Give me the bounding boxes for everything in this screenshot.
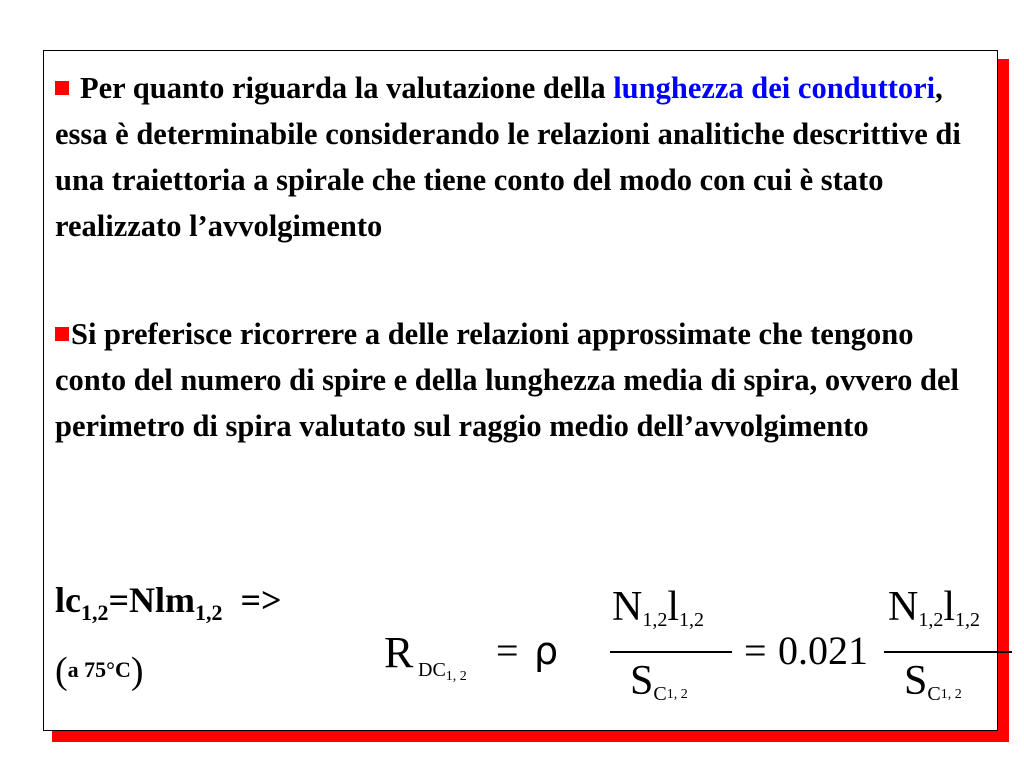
condition-open-paren: ( (55, 650, 68, 692)
eq-frac2-l: l (943, 584, 956, 630)
paragraph-1-text-after: , essa è determinabile considerando le relazioni analitiche descrittive di una traiettoria a spirale che tiene conto del modo con cui è stato realizzato l’avvolgimento (55, 71, 961, 243)
length-formula (55, 579, 282, 626)
bullet-square-icon (55, 327, 69, 341)
paragraph-2-text: Si preferisce ricorrere a delle relazioni approssimate che tengono conto del numero di spire e della lunghezza media di spira, ovvero del perimetro di spira valutato sul raggio medio dell’avvolgimento (55, 317, 959, 443)
eq-frac2-l-sub: 1,2 (955, 609, 981, 631)
eq-equals-2-text: = (744, 628, 767, 673)
eq-R-sub-sub-text: 1, 2 (445, 669, 467, 684)
eq-frac1-l: l (667, 584, 680, 630)
content-box (43, 50, 998, 731)
eq-frac2-line (884, 651, 1012, 653)
eq-frac1-S: S (630, 658, 654, 704)
paragraph-1-text-before: Per quanto riguarda la valutazione della (80, 71, 614, 105)
eq-frac2-numerator (888, 583, 980, 632)
eq-frac1-numerator (612, 583, 704, 632)
eq-R (384, 627, 413, 678)
eq-R-subscript (418, 659, 467, 685)
eq-rho (534, 629, 558, 673)
length-formula-rhs-sub: 1,2 (195, 600, 223, 625)
eq-equals-1-text: = (496, 628, 519, 673)
paragraph-1 (55, 65, 975, 249)
eq-R-symbol: R (384, 628, 414, 677)
condition-text: a 75°C (67, 657, 131, 682)
resistance-equation (374, 531, 981, 705)
eq-coefficient (778, 627, 868, 674)
eq-frac2-N-sub: 1,2 (918, 609, 944, 631)
eq-frac2-denominator (904, 657, 962, 706)
bullet-square-icon (55, 81, 69, 95)
eq-coefficient-text: 0.021 (778, 628, 868, 673)
eq-frac1-line (610, 651, 732, 653)
length-formula-arrow: => (240, 580, 282, 620)
eq-frac1-N-sub: 1,2 (642, 609, 668, 631)
eq-frac1-N: N (612, 584, 643, 630)
eq-equals-2 (744, 627, 767, 674)
length-formula-lhs: lc (55, 580, 81, 620)
eq-R-sub-text: DC (418, 659, 446, 681)
eq-frac1-denominator (630, 657, 688, 706)
length-formula-lhs-sub: 1,2 (80, 600, 109, 625)
condition-close-paren: ) (130, 650, 144, 692)
eq-frac1-S-sub-sub: 1, 2 (666, 687, 688, 702)
length-formula-eq: =Nlm (108, 580, 195, 620)
temperature-condition (55, 649, 144, 693)
eq-frac1-S-sub: C (653, 683, 667, 705)
paragraph-1-highlight: lunghezza dei conduttori (613, 71, 936, 105)
eq-frac1-l-sub: 1,2 (679, 609, 705, 631)
eq-equals-1 (496, 627, 519, 674)
paragraph-2 (55, 311, 975, 449)
eq-frac2-S-sub: C (927, 683, 941, 705)
eq-frac2-S-sub-sub: 1, 2 (940, 687, 962, 702)
eq-rho-text: ρ (534, 629, 559, 673)
eq-frac2-N: N (888, 584, 919, 630)
eq-frac2-S: S (904, 658, 928, 704)
